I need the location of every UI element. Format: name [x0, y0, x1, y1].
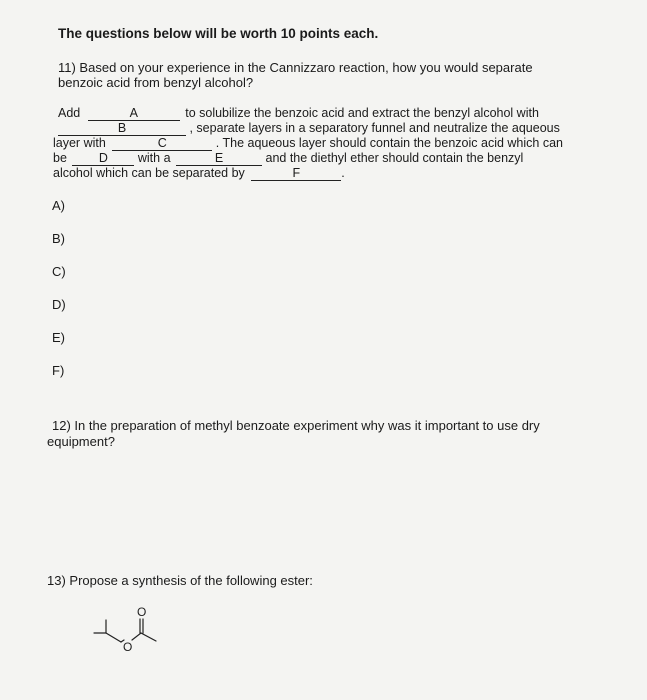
atom-label-ester-oxygen: O — [123, 640, 133, 654]
fill-line-3 — [53, 136, 563, 152]
bond-line — [106, 633, 121, 642]
bond-line — [132, 633, 141, 640]
blank-f: F — [251, 167, 341, 181]
blank-d: D — [72, 152, 134, 166]
fill-line-4 — [53, 151, 523, 167]
atom-label-carbonyl-oxygen: O — [137, 605, 147, 619]
fill-text-4c: and the diethyl ether should contain the benzyl — [265, 151, 524, 165]
question-13-text: 13) Propose a synthesis of the following ester: — [47, 573, 313, 588]
question-11-line-1: 11) Based on your experience in the Cannizzaro reaction, how you would separate — [58, 60, 533, 75]
fill-text-add: Add — [58, 106, 81, 120]
blank-b: B — [58, 122, 186, 136]
bond-line — [141, 633, 156, 641]
fill-text-2: , separate layers in a separatory funnel and neutralize the aqueous — [189, 121, 560, 135]
question-11-line-2: benzoic acid from benzyl alcohol? — [58, 75, 254, 90]
fill-text-5a: alcohol which can be separated by — [53, 166, 245, 180]
answer-label-b: B) — [52, 231, 65, 246]
fill-text-1: to solubilize the benzoic acid and extract the benzyl alcohol with — [185, 106, 539, 120]
fill-text-4a: be — [53, 151, 67, 165]
answer-label-e: E) — [52, 330, 65, 345]
question-12-line-2: equipment? — [47, 434, 115, 449]
blank-e: E — [176, 152, 262, 166]
section-header: The questions below will be worth 10 points each. — [58, 26, 379, 41]
fill-line-2 — [58, 121, 560, 137]
blank-a: A — [88, 107, 180, 121]
answer-label-a: A) — [52, 198, 65, 213]
ester-structure-diagram — [90, 605, 190, 665]
fill-text-5b: . — [341, 166, 345, 180]
fill-line-1 — [58, 106, 539, 122]
question-12-line-1: 12) In the preparation of methyl benzoate experiment why was it important to use dry — [52, 418, 540, 433]
answer-label-d: D) — [52, 297, 66, 312]
answer-label-c: C) — [52, 264, 66, 279]
blank-c: C — [112, 137, 212, 151]
fill-text-4b: with a — [137, 151, 171, 165]
answer-label-f: F) — [52, 363, 65, 378]
fill-text-3b: . The aqueous layer should contain the benzoic acid which can — [215, 136, 563, 150]
fill-text-3a: layer with — [53, 136, 106, 150]
fill-line-5 — [53, 166, 345, 182]
